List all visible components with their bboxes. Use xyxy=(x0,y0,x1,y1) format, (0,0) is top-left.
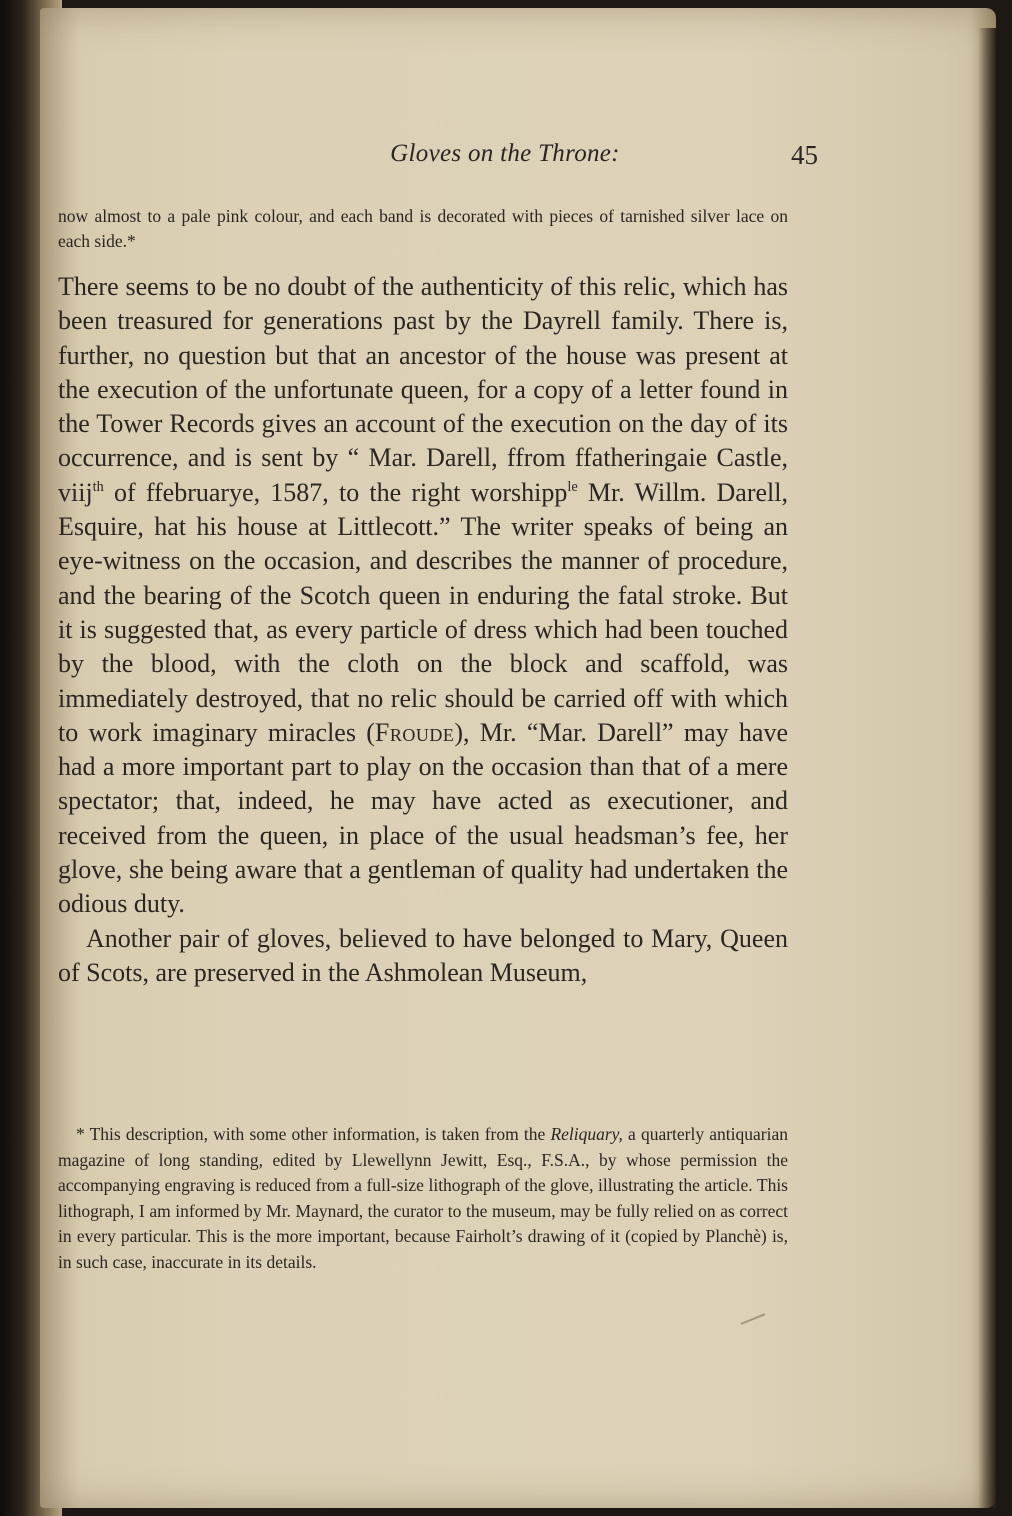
paragraph-ashmolean: Another pair of gloves, believed to have belonged to Mary, Queen of Scots, are preserved in the Ashmolean Museum, xyxy=(58,923,788,987)
footnote-text: * This description, with some other information, is taken from the xyxy=(76,1124,551,1144)
paragraph-text: ), Mr. “Mar. Darell” may have had a more important part to play on the occasion than that of a mere spectator; that, indeed, he may have acted as executioner, and received from the queen, in place of the usual headsman’s fee, her glove, she being aware that a gentleman of quality had undertaken the odious duty. xyxy=(58,717,788,919)
footnote-text: a quarterly antiquarian magazine of long standing, edited by Llewellynn Jewitt, Esq., F.S.A., by whose permission the accompanying engraving is reduced from a full-size lithograph of the glove, illustrating the article. This lithograph, I am informed by Mr. Maynard, the curator to the museum, may be fully relied on as correct in every particular. This is the more important, because Fairholt’s drawing of it (copied by Planchè) is, in such case, inaccurate in its details. xyxy=(58,1124,788,1272)
footnote xyxy=(58,1122,788,1275)
paragraph-text: There seems to be no doubt of the authenticity of this relic, which has been treasured for generations past by the Dayrell family. There is, further, no question but that an ancestor of the house was present at the execution of the unfortunate queen, for a copy of a letter found in the Tower Records gives an account of the execution on the day of its occurrence, and is sent by “ Mar. Darell, ffrom ffatheringaie Castle, viij xyxy=(58,272,788,507)
page-number: 45 xyxy=(791,140,818,170)
paragraph-text: Mr. Willm. Darell, Esquire, hat his house at Littlecott.” The writer speaks of being an eye-witness on the occasion, and describes the manner of procedure, and the bearing of the Scotch queen in enduring the fatal stroke. But it is suggested that, as every particle of dress which had been touched by the blood, with the cloth on the block and scaffold, was immediately destroyed, that no relic should be carried off with which to work imaginary miracles ( xyxy=(58,477,788,747)
superscript-le: le xyxy=(567,478,578,495)
body-text xyxy=(58,270,788,990)
page-edge-shadow xyxy=(978,28,996,1508)
paragraph-text: of ffebruarye, 1587, to the right worshipp xyxy=(103,477,568,507)
page-header xyxy=(60,140,820,184)
paragraph-authenticity xyxy=(58,270,788,922)
running-title: Gloves on the Throne: xyxy=(390,140,620,167)
superscript-th: th xyxy=(92,478,104,495)
footnote-italic-title: Reliquary, xyxy=(550,1124,623,1144)
continued-footnote-text: now almost to a pale pink colour, and each band is decorated with pieces of tarnished silver lace on each side.* xyxy=(58,206,788,251)
small-caps-author: Froude xyxy=(374,717,455,747)
